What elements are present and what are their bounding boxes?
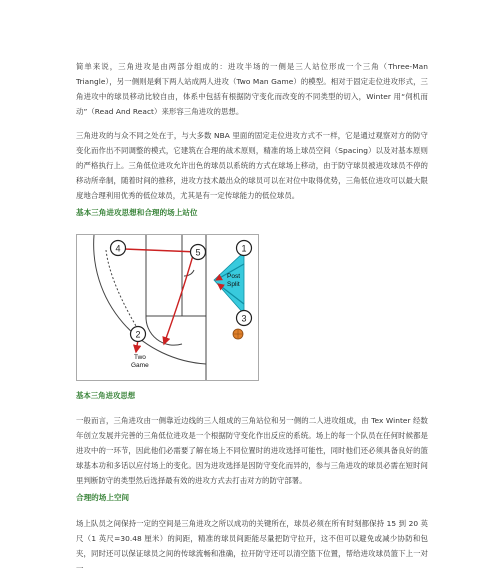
section-heading-basic-positions: 基本三角进攻思想和合理的场上站位	[76, 208, 198, 217]
post-split-label-line1: Post	[227, 273, 241, 280]
two-man-game-label-line2: Game	[131, 362, 149, 369]
player-3-marker	[237, 311, 252, 326]
svg-text:3: 3	[241, 313, 247, 324]
svg-text:1: 1	[241, 243, 247, 254]
diagram-frame	[77, 235, 259, 381]
triangle-offense-diagram	[76, 234, 259, 381]
post-split-label-line2: Split	[227, 281, 240, 288]
svg-text:2: 2	[135, 329, 141, 340]
intro-paragraph: 简单来说，三角进攻是由两部分组成的：进攻半场的一侧是三人站位形成一个三角（Three-Man Triangle），另一侧则是剩下两人站成两人进攻（Two Man Game）的模型。相对于固定走位进攻形式，三角进攻中的球员移动比较自由，体系中包括有根据防守变化而改变的不同类型的切入，Winter 用“伺机而动”（Read And React）来形容三角进攻的思想。	[76, 62, 428, 116]
section-heading-spacing: 合理的场上空间	[76, 493, 130, 502]
player-5-marker	[191, 245, 206, 260]
two-man-game-label-line1: Two	[134, 354, 146, 361]
svg-text:4: 4	[115, 243, 121, 254]
svg-text:5: 5	[195, 247, 201, 258]
diagram-caption: 基本三角进攻思想	[76, 391, 136, 400]
system-description-paragraph: 一般而言，三角进攻由一侧靠近边线的三人组成的三角站位和另一侧的二人进攻组成，由 Tex Winter 经数年创立发展并完善的三角低位进攻是一个根据防守变化作出反应的系统。场上的每一个队员在任何时候都是进攻中的一环节，因此他们必需要了解在场上不同位置时的进攻选择可能性，同时他们还必须具备良好的篮球基本功和多话以应付场上的变化。因为进攻选择是因防守变化而异的，参与三角进攻的球员必需在短时间里判断防守的类型然后选择最有效的进攻方式去打击对方的防守部署。	[76, 416, 428, 485]
spacing-paragraph: 场上队员之间保持一定的空间是三角进攻之所以成功的关键所在，球员必须在所有时刻都保持 15 到 20 英尺（1 英尺=30.48 厘米）的间距，精准的球员间距能尽量把防守拉开，这不但可以避免或减少协防和包夹，同时还可以保证球员之间的传球流畅和准确，拉开防守还可以清空篮下位置，帮给进攻球员篮下上一对一	[76, 519, 428, 573]
player-1-marker	[237, 241, 252, 256]
distinct-feature-paragraph: 三角进攻的与众不同之处在于，与大多数 NBA 里面的固定走位进攻方式不一样，它是通过观察对方的防守变化而作出不同调整的模式，它建筑在合理的战术原则，精准的场上球员空间（Spacing）以及对基本原则的严格执行上。三角低位进攻允许出色的球员以系统的方式在球场上移动，由于防守球员被进攻球员不停的移动所牵制，随着时间的推移，进攻方技术最出众的球员可以在对位中取得优势，三角低位进攻可以最大限度地合理利用优秀的低位球员，尤其是有一定传球能力的低位球员。	[76, 131, 428, 200]
player-4-marker	[111, 241, 126, 256]
player-2-marker	[131, 327, 146, 342]
